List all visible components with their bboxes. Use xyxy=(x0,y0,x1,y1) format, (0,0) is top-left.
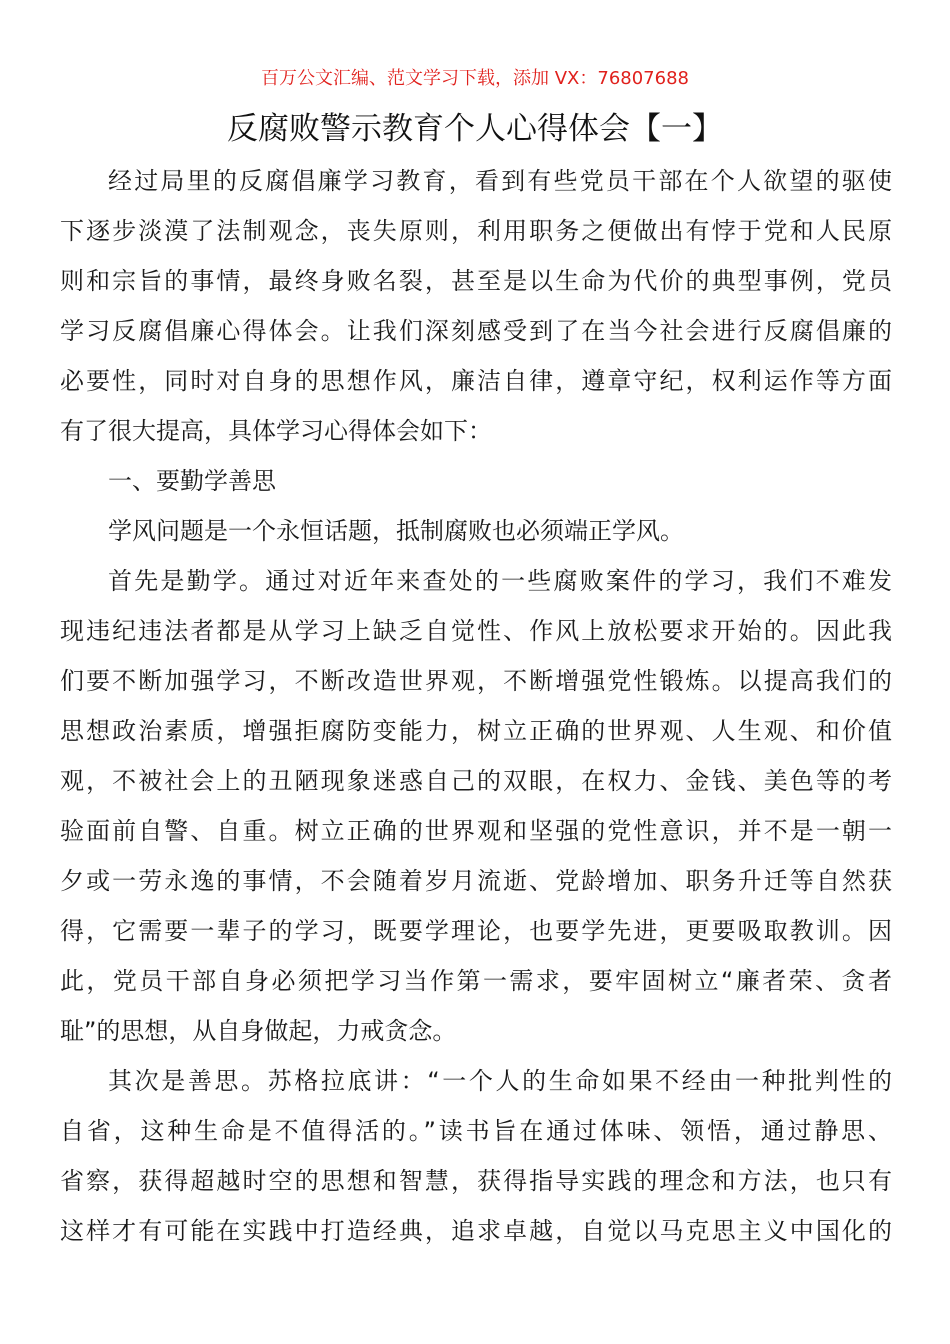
text-line: 省察，获得超越时空的思想和智慧，获得指导实践的理念和方法，也只有 xyxy=(60,1167,892,1195)
text-line: 学风问题是一个永恒话题，抵制腐败也必须端正学风。 xyxy=(108,517,684,545)
text-line: 有了很大提高，具体学习心得体会如下： xyxy=(60,417,492,445)
text-line: 自省，这种生命是不值得活的。”读书旨在通过体味、领悟，通过静思、 xyxy=(60,1117,892,1145)
text-line: 得，它需要一辈子的学习，既要学理论，也要学先进，更要吸取教训。因 xyxy=(60,917,892,945)
text-line: 学习反腐倡廉心得体会。让我们深刻感受到了在当今社会进行反腐倡廉的 xyxy=(60,317,892,345)
document-title: 反腐败警示教育个人心得体会【一】 xyxy=(227,111,723,147)
paragraph-intro xyxy=(60,156,892,456)
text-line: 现违纪违法者都是从学习上缺乏自觉性、作风上放松要求开始的。因此我 xyxy=(60,617,892,645)
paragraph-diligent-study xyxy=(60,556,892,1056)
watermark-banner: 百万公文汇编、范文学习下载，添加 VX：76807688 xyxy=(261,68,689,89)
text-line: 夕或一劳永逸的事情，不会随着岁月流逝、党龄增加、职务升迁等自然获 xyxy=(60,867,892,895)
document-body xyxy=(60,156,892,1256)
text-line: 必要性，同时对自身的思想作风，廉洁自律，遵章守纪，权利运作等方面 xyxy=(60,367,892,395)
text-line: 其次是善思。苏格拉底讲：“一个人的生命如果不经由一种批判性的 xyxy=(108,1067,892,1095)
text-line: 此，党员干部自身必须把学习当作第一需求，要牢固树立“廉者荣、贪者 xyxy=(60,967,892,995)
text-line: 一、要勤学善思 xyxy=(108,467,276,495)
text-line: 这样才有可能在实践中打造经典，追求卓越，自觉以马克思主义中国化的 xyxy=(60,1217,892,1245)
text-line: 则和宗旨的事情，最终身败名裂，甚至是以生命为代价的典型事例，党员 xyxy=(60,267,892,295)
text-line: 耻”的思想，从自身做起，力戒贪念。 xyxy=(60,1017,457,1045)
text-line: 下逐步淡漠了法制观念，丧失原则，利用职务之便做出有悖于党和人民原 xyxy=(60,217,892,245)
paragraph-study-style xyxy=(60,506,892,556)
text-line: 验面前自警、自重。树立正确的世界观和坚强的党性意识，并不是一朝一 xyxy=(60,817,892,845)
text-line: 首先是勤学。通过对近年来查处的一些腐败案件的学习，我们不难发 xyxy=(108,567,892,595)
text-line: 经过局里的反腐倡廉学习教育，看到有些党员干部在个人欲望的驱使 xyxy=(108,167,892,195)
text-line: 思想政治素质，增强拒腐防变能力，树立正确的世界观、人生观、和价值 xyxy=(60,717,892,745)
paragraph-good-thinking xyxy=(60,1056,892,1256)
text-line: 们要不断加强学习，不断改造世界观，不断增强党性锻炼。以提高我们的 xyxy=(60,667,892,695)
section-heading xyxy=(60,456,892,506)
text-line: 观，不被社会上的丑陋现象迷惑自己的双眼，在权力、金钱、美色等的考 xyxy=(60,767,892,795)
